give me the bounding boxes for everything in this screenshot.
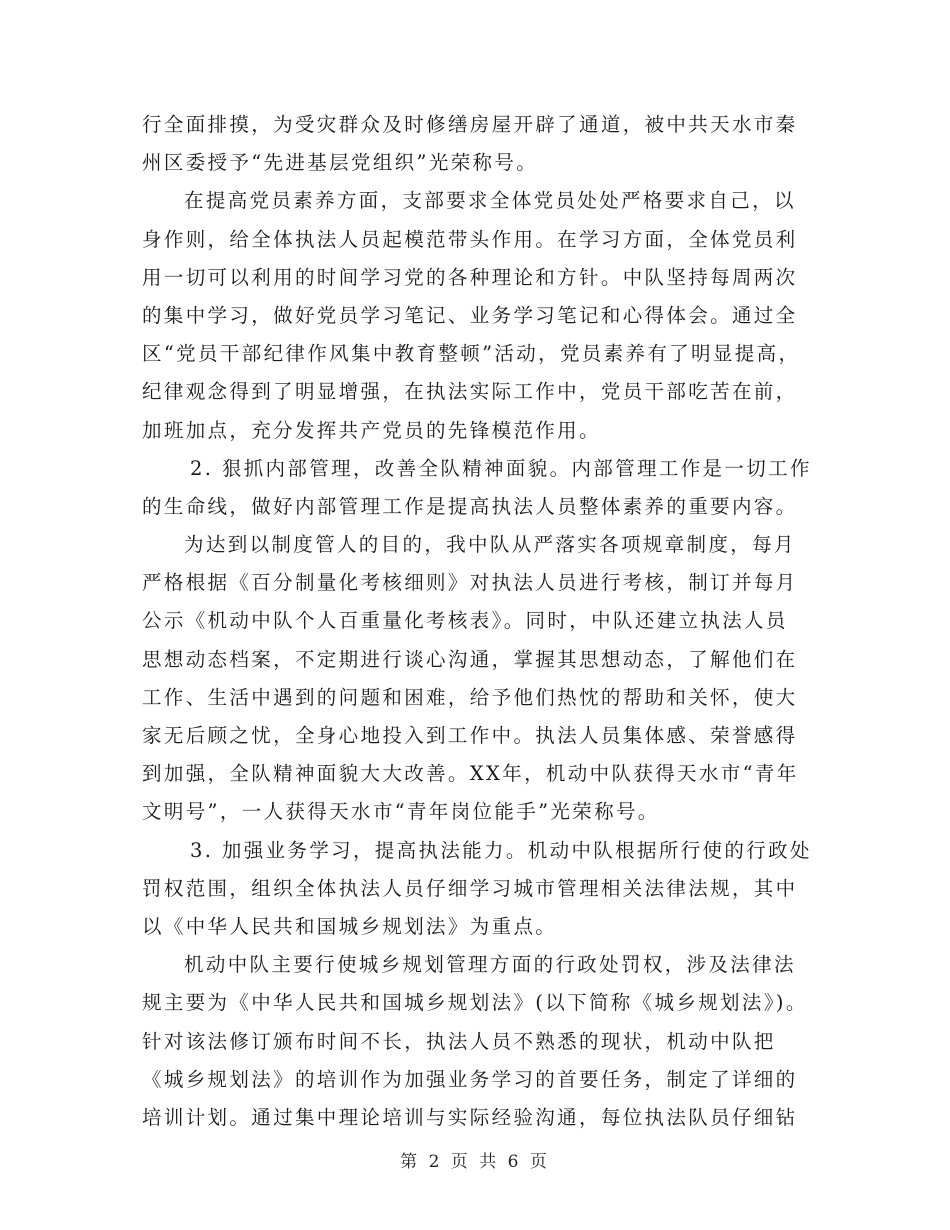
text-line: 用一切可以利用的时间学习党的各种理论和方针。中队坚持每周两次: [142, 265, 798, 289]
text-line: 《城乡规划法》的培训作为加强业务学习的首要任务，制定了详细的: [142, 1067, 798, 1091]
text-line: 以《中华人民共和国城乡规划法》为重点。: [142, 914, 558, 938]
text-line: 到加强，全队精神面貌大大改善。XX年，机动中队获得天水市“青年: [142, 762, 799, 786]
text-line: 公示《机动中队个人百重量化考核表》。同时，中队还建立执法人员: [142, 609, 788, 633]
text-line: 身作则，给全体执法人员起模范带头作用。在学习方面，全体党员利: [142, 227, 798, 251]
text-line: 机动中队主要行使城乡规划管理方面的行政处罚权，涉及法律法: [184, 953, 796, 977]
section-heading-line: 3. 加强业务学习，提高执法能力。机动中队根据所行使的行政处: [190, 838, 812, 862]
text-line: 文明号”，一人获得天水市“青年岗位能手”光荣称号。: [142, 800, 660, 824]
text-line: 的生命线，做好内部管理工作是提高执法人员整体素养的重要内容。: [142, 494, 798, 518]
text-line: 工作、生活中遇到的问题和困难，给予他们热忱的帮助和关怀，使大: [142, 685, 798, 709]
text-line: 的集中学习，做好党员学习笔记、业务学习笔记和心得体会。通过全: [142, 303, 798, 327]
text-line: 州区委授予“先进基层党组织”光荣称号。: [142, 151, 539, 175]
text-line: 行全面排摸，为受灾群众及时修缮房屋开辟了通道，被中共天水市秦: [142, 113, 798, 136]
section-heading-line: 2. 狠抓内部管理，改善全队精神面貌。内部管理工作是一切工作: [190, 456, 812, 480]
text-line: 罚权范围，组织全体执法人员仔细学习城市管理相关法律法规，其中: [142, 876, 798, 900]
text-line: 思想动态档案，不定期进行谈心沟通，掌握其思想动态，了解他们在: [142, 647, 798, 671]
page-number-footer: 第 2 页 共 6 页: [400, 1152, 550, 1172]
text-line: 严格根据《百分制量化考核细则》对执法人员进行考核，制订并每月: [142, 571, 798, 595]
document-body: [142, 106, 810, 1137]
text-line: 培训计划。通过集中理论培训与实际经验沟通，每位执法队员仔细钻: [142, 1105, 798, 1129]
text-line: 纪律观念得到了明显增强，在执法实际工作中，党员干部吃苦在前，: [142, 380, 798, 404]
text-line: 区“党员干部纪律作风集中教育整顿”活动，党员素养有了明显提高，: [142, 342, 801, 366]
text-line: 针对该法修订颁布时间不长，执法人员不熟悉的现状，机动中队把: [142, 1029, 776, 1053]
text-line: 规主要为《中华人民共和国城乡规划法》(以下简称《城乡规划法》)。: [142, 991, 808, 1015]
text-line: 在提高党员素养方面，支部要求全体党员处处严格要求自己，以: [184, 189, 796, 213]
text-line: 为达到以制度管人的目的，我中队从严落实各项规章制度，每月: [184, 533, 796, 557]
text-line: 家无后顾之忧，全身心地投入到工作中。执法人员集体感、荣誉感得: [142, 724, 798, 747]
text-line: 加班加点，充分发挥共产党员的先锋模范作用。: [142, 418, 601, 442]
